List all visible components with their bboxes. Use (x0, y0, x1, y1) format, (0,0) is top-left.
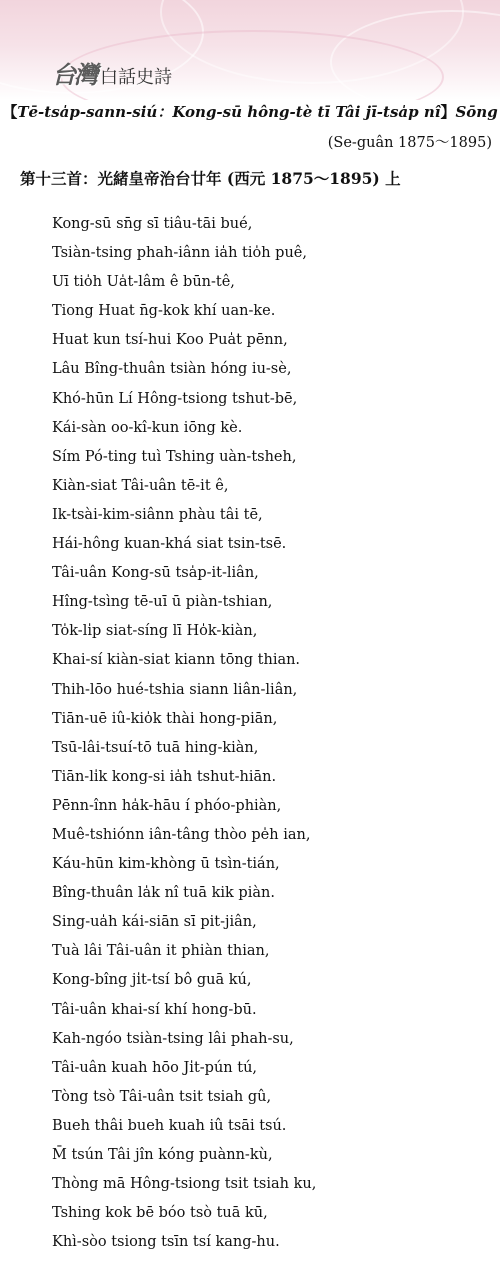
poem-line: Muê-tshiónn iân-tâng thòo pe̍h ian, (52, 826, 311, 843)
poem-line: Tâi-uân Kong-sū tsa̍p-it-liân, (52, 565, 259, 582)
poem-line: Khó-hūn Lí Hông-tsiong tshut-bē, (52, 390, 298, 407)
poem-line: Uī tio̍h Ua̍t-lâm ê būn-tê, (52, 274, 235, 291)
poem-line: Tiān-uē iû-kio̍k thài hong-piān, (52, 710, 278, 727)
poem-line: Thih-lōo hué-tshia siann liân-liân, (52, 681, 298, 698)
poem-line: Kái-sàn oo-kî-kun iōng kè. (52, 419, 243, 436)
poem-line: Tiong Huat n̄g-kok khí uan-ke. (52, 303, 276, 320)
poem-line: Bîng-thuân la̍k nî tuā kik piàn. (52, 885, 275, 902)
header-banner (0, 0, 500, 100)
poem-line: Khai-sí kiàn-siat kiann tōng thian. (52, 652, 301, 669)
poem-line: Tsū-lâi-tsuí-tō tuā hing-kiàn, (52, 739, 259, 756)
poem-line: Lâu Bîng-thuân tsiàn hóng iu-sè, (52, 361, 292, 378)
poem-lines (52, 210, 316, 1257)
title-open-bracket: 【 (2, 103, 18, 121)
poem-line: Khì-sòo tsiong tsīn tsí kang-hu. (52, 1234, 280, 1251)
poem-line: Huat kun tsí-hui Koo Pua̍t pēnn, (52, 332, 288, 349)
poem-line: M̄ tsún Tâi jîn kóng puànn-kù, (52, 1147, 273, 1163)
logo-brand-text: 台灣 (52, 60, 96, 89)
poem-line: Tâi-uân kuah hōo Ji̍t-pún tú, (52, 1059, 258, 1076)
title-close-bracket: 】 (440, 103, 456, 121)
poem-line: Pēnn-înn ha̍k-hāu í phóo-phiàn, (52, 797, 282, 814)
poem-line: Hái-hông kuan-khá siat tsin-tsē. (52, 536, 287, 553)
poem-line: Kong-bîng ji̍t-tsí bô guā kú, (52, 972, 252, 989)
poem-line: Tòng tsò Tâi-uân tsit tsiah gû, (52, 1088, 272, 1105)
logo-subtitle: 白話史詩 (100, 67, 172, 88)
poem-line: Tsiàn-tsing phah-iânn ia̍h tio̍h puê, (52, 245, 307, 262)
poem-title (0, 101, 500, 122)
source-note: (Se-guân 1875～1895) (327, 135, 492, 151)
poem-line: Kong-sū sn̄g sī tiâu-tāi bué, (52, 216, 253, 232)
poem-line: Tiān-li̍k kong-si ia̍h tshut-hiān. (52, 768, 277, 785)
site-logo[interactable] (52, 55, 172, 90)
poem-line: Bueh thâi bueh kuah iû tsāi tsú. (52, 1117, 287, 1134)
poem-line: Hîng-tsìng tē-uī ū piàn-tshian, (52, 594, 273, 611)
poem-line: Tâi-uân khai-sí khí hong-bū. (52, 1001, 257, 1018)
poem-line: Kah-ngóo tsiàn-tsing lâi phah-su, (52, 1030, 294, 1047)
poem-line: To̍k-li̍p siat-síng lī Ho̍k-kiàn, (52, 623, 258, 640)
poem-line: Kiàn-siat Tâi-uân tē-it ê, (52, 477, 229, 494)
poem-line: Tshing kok bē bóo tsò tuā kū, (52, 1205, 268, 1222)
poem-line: Sing-ua̍h kái-siān sī pit-jiân, (52, 914, 257, 931)
poem-line: Tuà lâi Tâi-uân it phiàn thian, (52, 943, 270, 960)
poem-line: Thòng mā Hông-tsiong tsit tsiah ku, (52, 1176, 317, 1193)
title-author: Sōng (455, 103, 498, 121)
title-part-1: Tē-tsa̍p-sann-siú： (17, 103, 173, 121)
poem-line: Sím Pó-ting tuì Tshing uàn-tsheh, (52, 448, 297, 465)
poem-line: Káu-hūn kim-khòng ū tsìn-tián, (52, 856, 280, 873)
title-part-2: Kong-sū hông-tè tī Tâi jī-tsa̍p nî (172, 103, 441, 121)
poem-line: Ik-tsài-kim-siânn phàu tâi tē, (52, 506, 263, 523)
section-heading: 第十三首：光緒皇帝治台廿年 (西元 1875～1895) 上 (20, 169, 401, 188)
